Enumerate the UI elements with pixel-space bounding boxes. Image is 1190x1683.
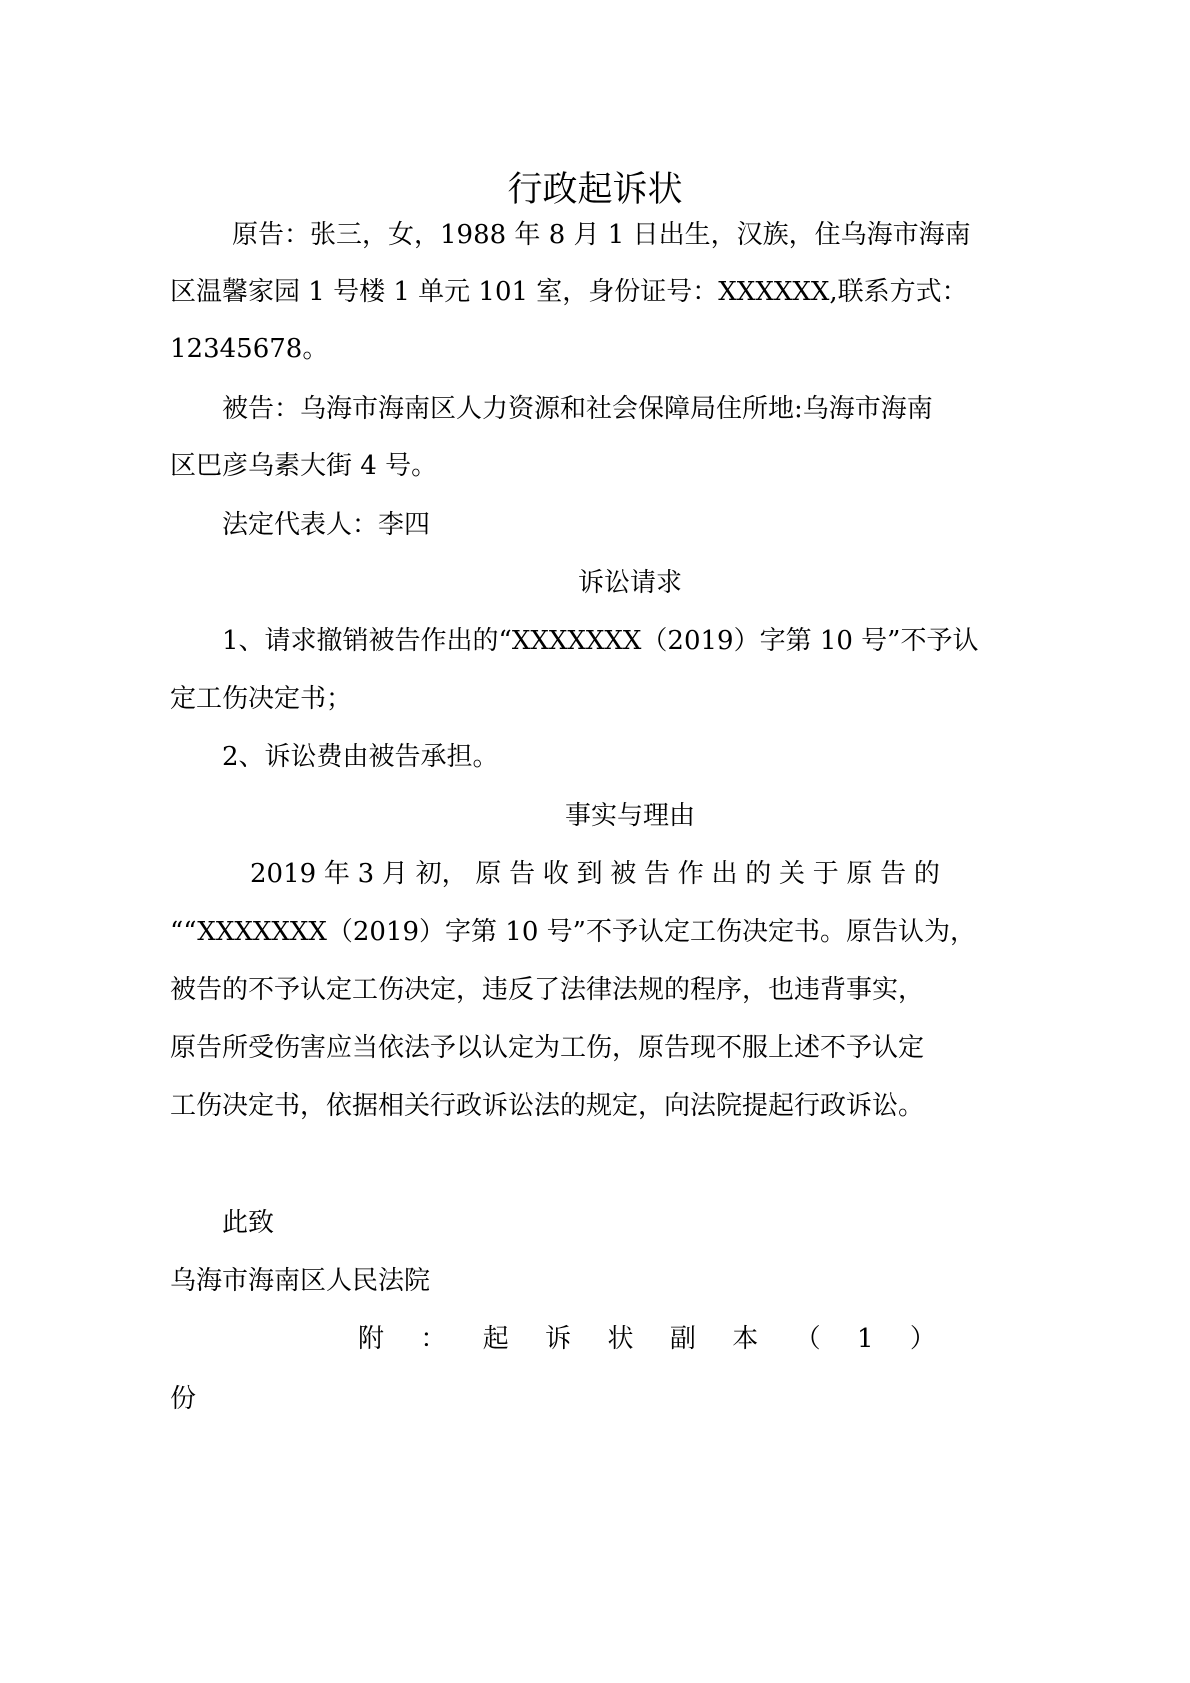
defendant-line-2: 区巴彦乌素大街 4 号。 <box>170 451 438 481</box>
facts-token: 2019 <box>250 859 317 889</box>
facts-token: 告 <box>509 859 536 889</box>
facts-token: 于 <box>812 859 839 889</box>
court-name: 乌海市海南区人民法院 <box>170 1266 431 1296</box>
claim-item-1-line-2: 定工伤决定书； <box>170 684 353 714</box>
facts-token: 3 <box>357 859 375 889</box>
plaintiff-line-3: 12345678。 <box>170 334 329 364</box>
facts-token: 月 <box>381 859 408 889</box>
facts-token: 告 <box>644 859 671 889</box>
plaintiff-line-1: 原告：张三，女，1988 年 8 月 1 日出生，汉族，住乌海市海南 <box>232 220 971 250</box>
facts-token: 到 <box>576 859 603 889</box>
facts-token: 初， <box>415 859 468 889</box>
attachment-char: ： <box>420 1324 447 1354</box>
attachment-tail: 份 <box>170 1384 197 1414</box>
facts-line-2: ““XXXXXXX（2019）字第 10 号”不予认定工伤决定书。原告认为， <box>170 917 976 947</box>
plaintiff-line-2: 区温馨家园 1 号楼 1 单元 101 室，身份证号：XXXXXX,联系方式： <box>170 277 968 307</box>
facts-token: 告 <box>880 859 907 889</box>
facts-heading: 事实与理由 <box>564 801 695 831</box>
attachment-char: 起 <box>482 1324 509 1354</box>
attachment-char: 副 <box>669 1324 696 1354</box>
facts-token: 关 <box>778 859 805 889</box>
facts-token: 被 <box>610 859 637 889</box>
facts-line-3: 被告的不予认定工伤决定，违反了法律法规的程序，也违背事实， <box>170 975 925 1005</box>
legal-representative: 法定代表人：李四 <box>222 510 431 540</box>
attachment-char: （ <box>794 1324 821 1354</box>
facts-token: 出 <box>711 859 738 889</box>
attachment-char: 本 <box>732 1324 759 1354</box>
facts-token: 年 <box>323 859 350 889</box>
facts-token: 收 <box>542 859 569 889</box>
attachment-char: 1 <box>857 1324 874 1354</box>
facts-token: 原 <box>475 859 502 889</box>
attachment-line <box>358 1322 936 1356</box>
attachment-char: 诉 <box>545 1324 572 1354</box>
attachment-char: ） <box>909 1324 936 1354</box>
facts-line-4: 原告所受伤害应当依法予以认定为工伤，原告现不服上述不予认定 <box>170 1033 925 1063</box>
attachment-char: 状 <box>607 1324 634 1354</box>
claim-item-2: 2、诉讼费由被告承担。 <box>222 742 499 772</box>
facts-token: 的 <box>913 859 940 889</box>
claim-item-1-line-1: 1、请求撤销被告作出的“XXXXXXX（2019）字第 10 号”不予认 <box>222 626 979 656</box>
facts-token: 作 <box>677 859 704 889</box>
facts-token: 原 <box>846 859 873 889</box>
facts-line-5: 工伤决定书，依据相关行政诉讼法的规定，向法院提起行政诉讼。 <box>170 1091 925 1121</box>
attachment-char: 附 <box>358 1324 385 1354</box>
closing-salutation: 此致 <box>222 1208 275 1238</box>
defendant-line-1: 被告：乌海市海南区人力资源和社会保障局住所地:乌海市海南 <box>222 394 933 424</box>
facts-line-1 <box>250 857 940 891</box>
claims-heading: 诉讼请求 <box>577 568 682 598</box>
document-title: 行政起诉状 <box>507 170 683 210</box>
facts-token: 的 <box>745 859 772 889</box>
